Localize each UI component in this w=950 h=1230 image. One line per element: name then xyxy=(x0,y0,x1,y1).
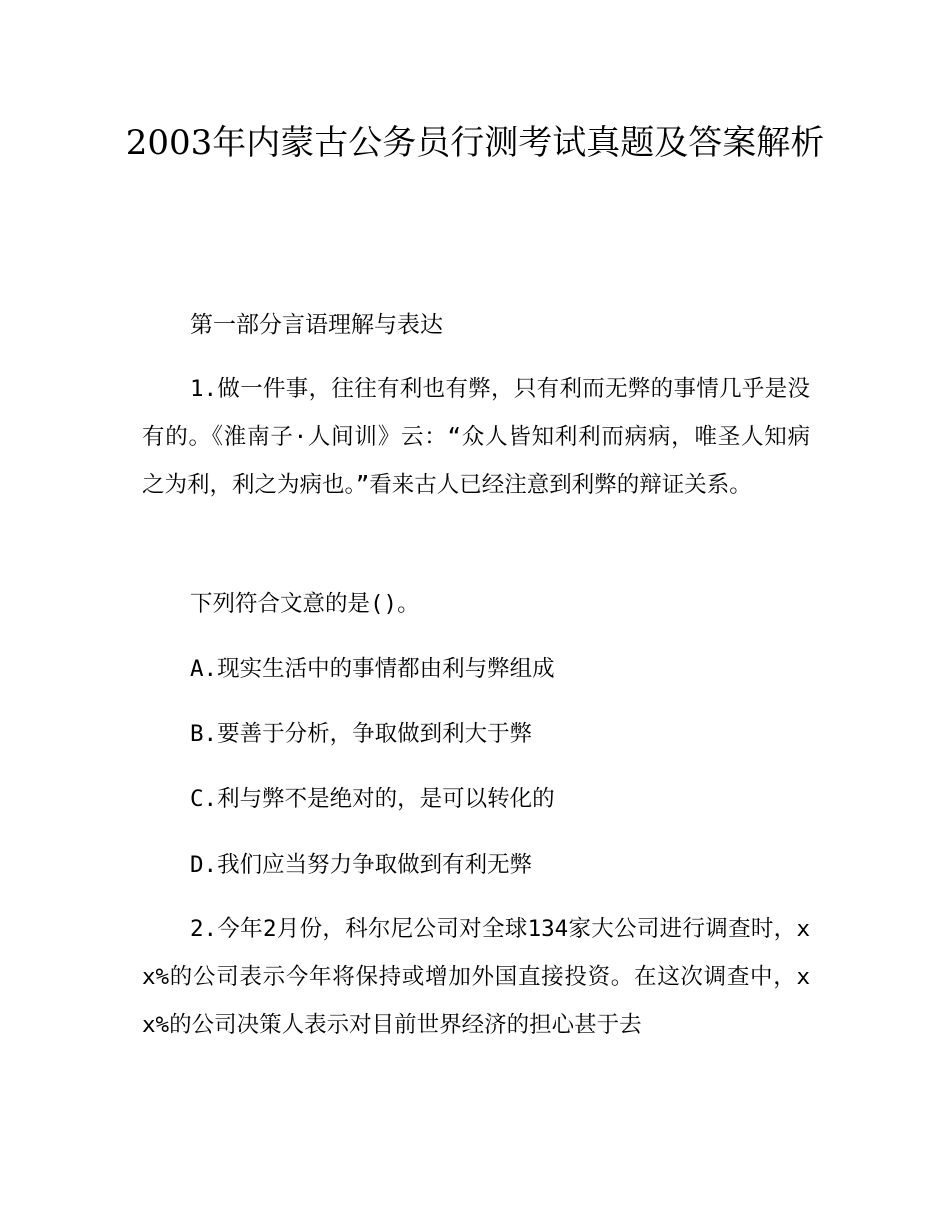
question-1-option-d: D.我们应当努力争取做到有利无弊 xyxy=(190,852,533,878)
document-title: 2003年内蒙古公务员行测考试真题及答案解析 xyxy=(125,123,825,163)
question-1-text: 1.做一件事，往往有利也有弊，只有利而无弊的事情几乎是没有的。《淮南子·人间训》云：“众人皆知利利而病病，唯圣人知病之为利，利之为病也。”看来古人已经注意到利弊的辩证关系。 xyxy=(142,376,810,498)
question-1-option-c: C.利与弊不是绝对的，是可以转化的 xyxy=(190,786,555,812)
question-1-option-a: A.现实生活中的事情都由利与弊组成 xyxy=(190,656,555,682)
question-1-option-b: B.要善于分析，争取做到利大于弊 xyxy=(190,721,533,747)
section-heading: 第一部分言语理解与表达 xyxy=(190,312,443,338)
question-2-text: 2.今年2月份，科尔尼公司对全球134家大公司进行调查时，xx%的公司表示今年将保持或增加外国直接投资。在这次调查中，xx%的公司决策人表示对目前世界经济的担心甚于去 xyxy=(142,916,810,1038)
question-1-prompt: 下列符合文意的是()。 xyxy=(190,591,420,617)
